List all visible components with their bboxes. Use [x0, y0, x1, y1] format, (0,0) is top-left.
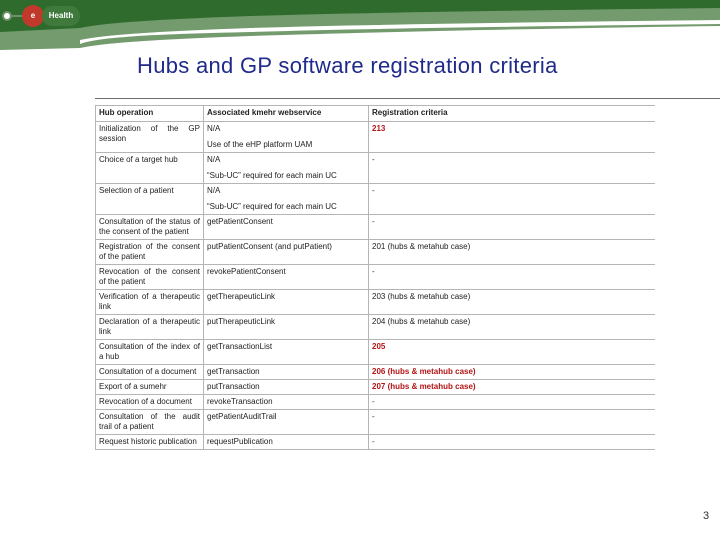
table-row — [96, 365, 656, 380]
cell-hub-operation: Consultation of the status of the consent of the patient — [96, 215, 204, 240]
webservice-line: revokeTransaction — [207, 397, 273, 406]
ehealth-logo — [2, 3, 82, 29]
cell-webservice — [204, 395, 369, 410]
webservice-line: “Sub-UC” required for each main UC — [207, 171, 337, 180]
cell-registration-criteria: - — [369, 153, 656, 184]
webservice-line: getPatientAuditTrail — [207, 412, 277, 421]
cell-registration-criteria: - — [369, 435, 656, 450]
table-row — [96, 435, 656, 450]
webservice-line: “Sub-UC” required for each main UC — [207, 202, 337, 211]
cell-hub-operation: Consultation of the audit trail of a patient — [96, 410, 204, 435]
cell-webservice — [204, 315, 369, 340]
table-row — [96, 340, 656, 365]
webservice-line: putTransaction — [207, 382, 260, 391]
table-body — [96, 122, 656, 450]
logo-health-text: Health — [42, 6, 80, 26]
cell-hub-operation: Verification of a therapeutic link — [96, 290, 204, 315]
cell-hub-operation: Export of a sumehr — [96, 380, 204, 395]
cell-registration-criteria: 205 — [369, 340, 656, 365]
cell-registration-criteria: 203 (hubs & metahub case) — [369, 290, 656, 315]
table-row — [96, 215, 656, 240]
criteria-table-container — [95, 105, 655, 501]
cell-webservice — [204, 435, 369, 450]
table-row — [96, 410, 656, 435]
webservice-line: getTherapeuticLink — [207, 292, 276, 301]
webservice-line: putTherapeuticLink — [207, 317, 276, 326]
webservice-line: getPatientConsent — [207, 217, 273, 226]
cell-hub-operation: Request historic publication — [96, 435, 204, 450]
logo-e-badge: e — [22, 5, 44, 27]
cell-hub-operation: Revocation of a document — [96, 395, 204, 410]
cell-hub-operation: Selection of a patient — [96, 184, 204, 215]
logo-circle-icon — [2, 11, 12, 21]
table-row — [96, 290, 656, 315]
criteria-table — [95, 105, 655, 450]
cell-hub-operation: Revocation of the consent of the patient — [96, 265, 204, 290]
webservice-line: getTransaction — [207, 367, 260, 376]
webservice-line: N/A — [207, 155, 221, 164]
cell-webservice — [204, 122, 369, 153]
cell-webservice — [204, 410, 369, 435]
cell-webservice — [204, 215, 369, 240]
webservice-line: N/A — [207, 186, 221, 195]
webservice-line: revokePatientConsent — [207, 267, 286, 276]
table-row — [96, 122, 656, 153]
cell-hub-operation: Choice of a target hub — [96, 153, 204, 184]
cell-registration-criteria: - — [369, 215, 656, 240]
cell-registration-criteria: 213 — [369, 122, 656, 153]
webservice-line: putPatientConsent (and putPatient) — [207, 242, 332, 251]
table-row — [96, 380, 656, 395]
table-row — [96, 184, 656, 215]
cell-registration-criteria: - — [369, 410, 656, 435]
webservice-line: requestPublication — [207, 437, 273, 446]
cell-webservice — [204, 290, 369, 315]
page-title: Hubs and GP software registration criteria — [137, 53, 558, 78]
cell-hub-operation: Registration of the consent of the patient — [96, 240, 204, 265]
cell-registration-criteria: 206 (hubs & metahub case) — [369, 365, 656, 380]
webservice-line: Use of the eHP platform UAM — [207, 140, 313, 149]
cell-registration-criteria: - — [369, 395, 656, 410]
cell-webservice — [204, 184, 369, 215]
cell-registration-criteria: 204 (hubs & metahub case) — [369, 315, 656, 340]
header-wave — [0, 0, 720, 50]
table-header-row — [96, 106, 656, 122]
header-registration-criteria: Registration criteria — [369, 106, 656, 122]
cell-registration-criteria: - — [369, 265, 656, 290]
cell-webservice — [204, 153, 369, 184]
cell-registration-criteria: 207 (hubs & metahub case) — [369, 380, 656, 395]
cell-hub-operation: Initialization of the GP session — [96, 122, 204, 153]
cell-webservice — [204, 340, 369, 365]
cell-hub-operation: Declaration of a therapeutic link — [96, 315, 204, 340]
webservice-line: getTransactionList — [207, 342, 273, 351]
cell-registration-criteria: 201 (hubs & metahub case) — [369, 240, 656, 265]
table-row — [96, 240, 656, 265]
cell-webservice — [204, 380, 369, 395]
cell-webservice — [204, 265, 369, 290]
cell-registration-criteria: - — [369, 184, 656, 215]
cell-hub-operation: Consultation of the index of a hub — [96, 340, 204, 365]
table-row — [96, 395, 656, 410]
table-row — [96, 315, 656, 340]
header-band — [0, 0, 720, 50]
title-divider — [95, 98, 720, 99]
table-row — [96, 153, 656, 184]
cell-webservice — [204, 365, 369, 380]
webservice-line: N/A — [207, 124, 221, 133]
header-webservice: Associated kmehr webservice — [204, 106, 369, 122]
page-number: 3 — [703, 510, 710, 522]
cell-hub-operation: Consultation of a document — [96, 365, 204, 380]
table-row — [96, 265, 656, 290]
header-hub-operation: Hub operation — [96, 106, 204, 122]
cell-webservice — [204, 240, 369, 265]
